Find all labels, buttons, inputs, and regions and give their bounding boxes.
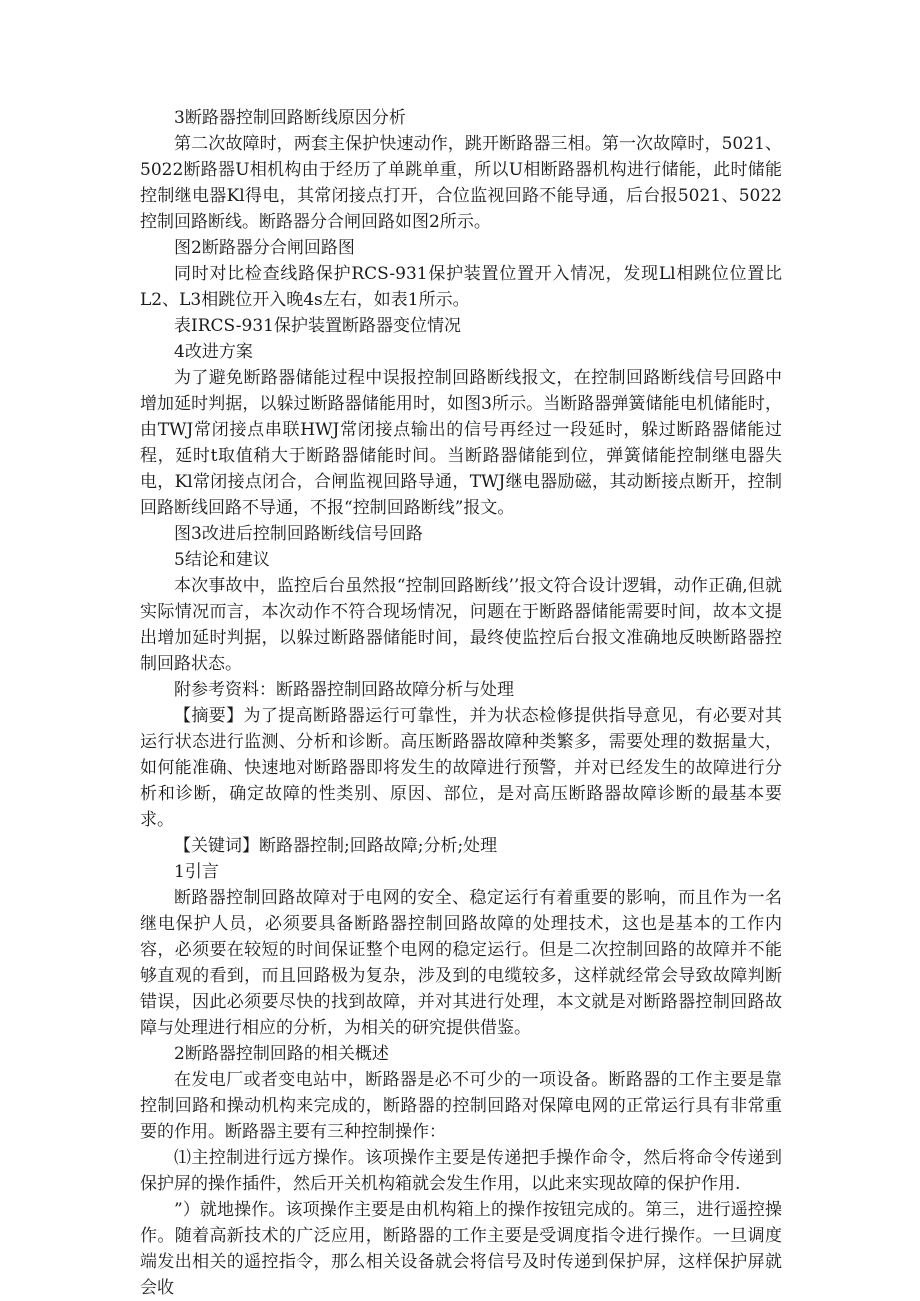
section-5-paragraph-1: 本次事故中，监控后台虽然报“控制回路断线’’报文符合设计逻辑，动作正确,但就实际情况而言，本次动作不符合现场情况，问题在于断路器储能需要时间，故本文提出增加延时判据，以躲过断路器储能时间，最终使监控后台报文准确地反映断路器控制回路状态。 [140,576,782,674]
section-4-heading: 4改进方案 [174,342,253,362]
section-2-paragraph-1: 在发电厂或者变电站中，断路器是必不可少的一项设备。断路器的工作主要是靠控制回路和操动机构来完成的，断路器的控制回路对保障电网的正常运行具有非常重要的作用。断路器主要有三种控制操作： [140,1070,782,1142]
section-3-paragraph-1: 第二次故障时，两套主保护快速动作，跳开断路器三相。第一次故障时，5021、5022断路器U相机构由于经历了单跳单重，所以U相断路器机构进行储能，此时储能控制继电器Kl得电，其常闭接点打开，合位监视回路不能导通，后台报5021、5022控制回路断线。断路器分合闸回路如图2所示。 [140,134,782,232]
section-3-heading: 3断路器控制回路断线原因分析 [174,108,406,128]
section-3-paragraph-2: 同时对比检查线路保护RCS-931保护装置位置开入情况，发现Ll相跳位位置比L2、L3相跳位开入晚4s左右，如表1所示。 [140,264,782,310]
abstract-paragraph: 【摘要】为了提高断路器运行可靠性，并为状态检修提供指导意见，有必要对其运行状态进行监测、分析和诊断。高压断路器故障种类繁多，需要处理的数据量大，如何能准确、快速地对断路器即将发生的故障进行预警，并对已经发生的故障进行分析和诊断，确定故障的性类别、原因、部位，是对高压断路器故障诊断的最基本要求。 [140,706,782,830]
section-5-heading: 5结论和建议 [174,550,270,570]
document-page [140,105,782,1301]
section-2-heading: 2断路器控制回路的相关概述 [174,1044,389,1064]
section-4-paragraph-1: 为了避免断路器储能过程中误报控制回路断线报文，在控制回路断线信号回路中增加延时判据，以躲过断路器储能用时，如图3所示。当断路器弹簧储能电机储能时，由TWJ常闭接点串联HWJ常闭接点输出的信号再经过一段延时，躲过断路器储能过程，延时t取值稍大于断路器储能时间。当断路器储能到位，弹簧储能控制继电器失电，Kl常闭接点闭合，合闸监视回路导通，TWJ继电器励磁，其动断接点断开，控制回路断线回路不导通，不报“控制回路断线”报文。 [140,368,782,518]
figure-2-caption: 图2断路器分合闸回路图 [174,238,355,258]
figure-3-caption: 图3改进后控制回路断线信号回路 [174,524,423,544]
appendix-title: 附参考资料：断路器控制回路故障分析与处理 [174,680,514,700]
section-1-heading: 1引言 [174,862,219,882]
section-2-paragraph-2: ⑴主控制进行远方操作。该项操作主要是传递把手操作命令，然后将命令传递到保护屏的操作插件，然后开关机构箱就会发生作用，以此来实现故障的保护作用. [140,1148,782,1194]
keywords-paragraph: 【关键词】断路器控制;回路故障;分析;处理 [174,836,498,856]
section-2-paragraph-3: ”）就地操作。该项操作主要是由机构箱上的操作按钮完成的。第三，进行遥控操作。随着高新技术的广泛应用，断路器的工作主要是受调度指令进行操作。一旦调度端发出相关的遥控指令，那么相关设备就会将信号及时传递到保护屏，这样保护屏就会收 [140,1200,782,1298]
table-1-caption: 表IRCS-931保护装置断路器变位情况 [174,316,461,336]
section-1-paragraph-1: 断路器控制回路故障对于电网的安全、稳定运行有着重要的影响，而且作为一名继电保护人员，必须要具备断路器控制回路故障的处理技术，这也是基本的工作内容，必须要在较短的时间保证整个电网的稳定运行。但是二次控制回路的故障并不能够直观的看到，而且回路极为复杂，涉及到的电缆较多，这样就经常会导致故障判断错误，因此必须要尽快的找到故障，并对其进行处理，本文就是对断路器控制回路故障与处理进行相应的分析，为相关的研究提供借鉴。 [140,888,782,1038]
